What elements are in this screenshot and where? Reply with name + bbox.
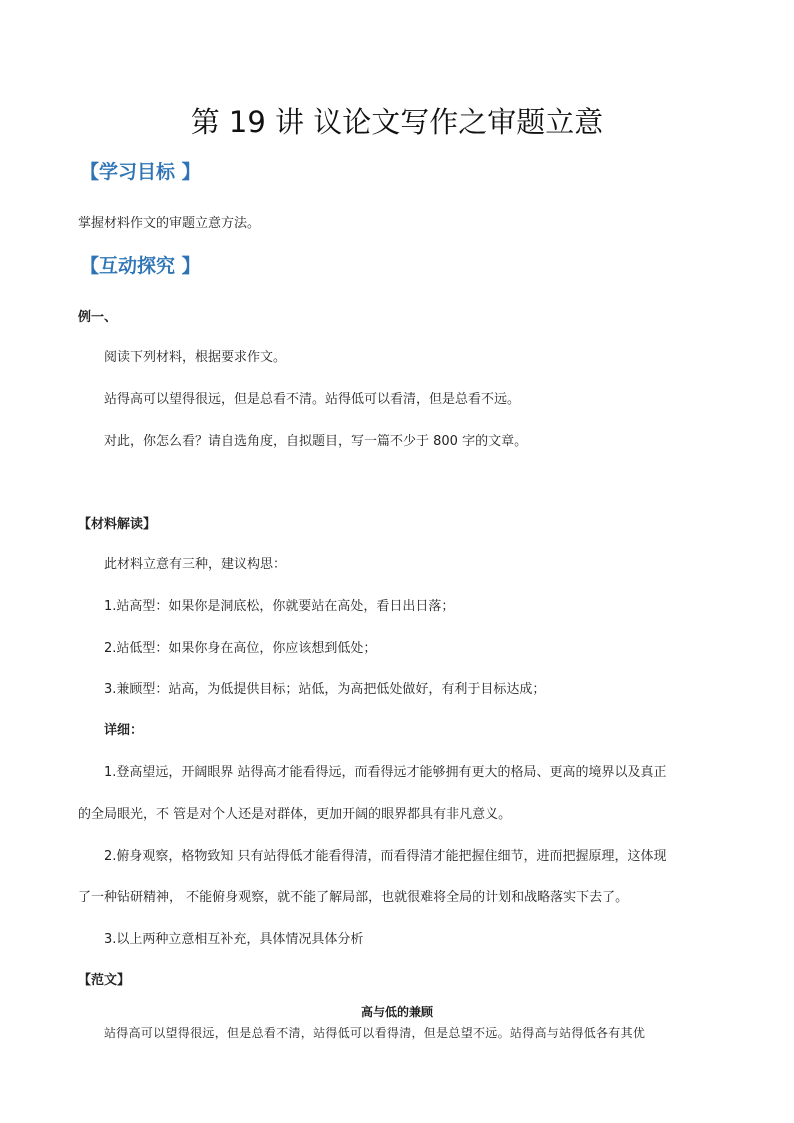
interactive-explore-heading: 【互动探究 】 xyxy=(80,255,201,277)
model-essay-line: 站得高可以望得很远，但是总看不清，站得低可以看得清，但是总望不远。站得高与站得低各有其优 xyxy=(104,1026,646,1040)
page-title: 第 19 讲 议论文写作之审题立意 xyxy=(190,105,604,139)
model-essay-heading: 【范文】 xyxy=(78,973,131,988)
analysis-item: 2.站低型：如果你身在高位，你应该想到低处； xyxy=(104,641,377,656)
detail-line: 了一种钻研精神， 不能俯身观察，就不能了解局部，也就很难将全局的计划和战略落实下去了。 xyxy=(78,890,629,905)
detail-line: 1.登高望远，开阔眼界 站得高才能看得远，而看得远才能够拥有更大的格局、更高的境界以及真正 xyxy=(104,765,667,780)
example-line: 对此，你怎么看？请自选角度，自拟题目，写一篇不少于 800 字的文章。 xyxy=(104,434,528,449)
detail-label: 详细： xyxy=(104,723,144,738)
learning-goal-heading: 【学习目标 】 xyxy=(80,161,201,183)
example-label: 例一、 xyxy=(78,310,118,325)
detail-line: 2.俯身观察，格物致知 只有站得低才能看得清，而看得清才能把握住细节，进而把握原理，这体现 xyxy=(104,849,667,864)
analysis-item: 3.兼顾型：站高，为低提供目标；站低，为高把低处做好，有利于目标达成； xyxy=(104,682,546,697)
detail-line: 3.以上两种立意相互补充，具体情况具体分析 xyxy=(104,932,364,947)
model-essay-title: 高与低的兼顾 xyxy=(360,1005,433,1019)
analysis-item: 1.站高型：如果你是洞底松，你就要站在高处，看日出日落； xyxy=(104,599,455,614)
analysis-heading: 【材料解读】 xyxy=(78,517,157,532)
learning-goal-text: 掌握材料作文的审题立意方法。 xyxy=(78,216,261,231)
example-line: 站得高可以望得很远，但是总看不清。站得低可以看清，但是总看不远。 xyxy=(104,392,521,407)
detail-line: 的全局眼光，不 管是对个人还是对群体，更加开阔的眼界都具有非凡意义。 xyxy=(78,807,512,822)
analysis-intro: 此材料立意有三种，建议构思： xyxy=(104,557,287,572)
example-line: 阅读下列材料，根据要求作文。 xyxy=(104,350,287,365)
